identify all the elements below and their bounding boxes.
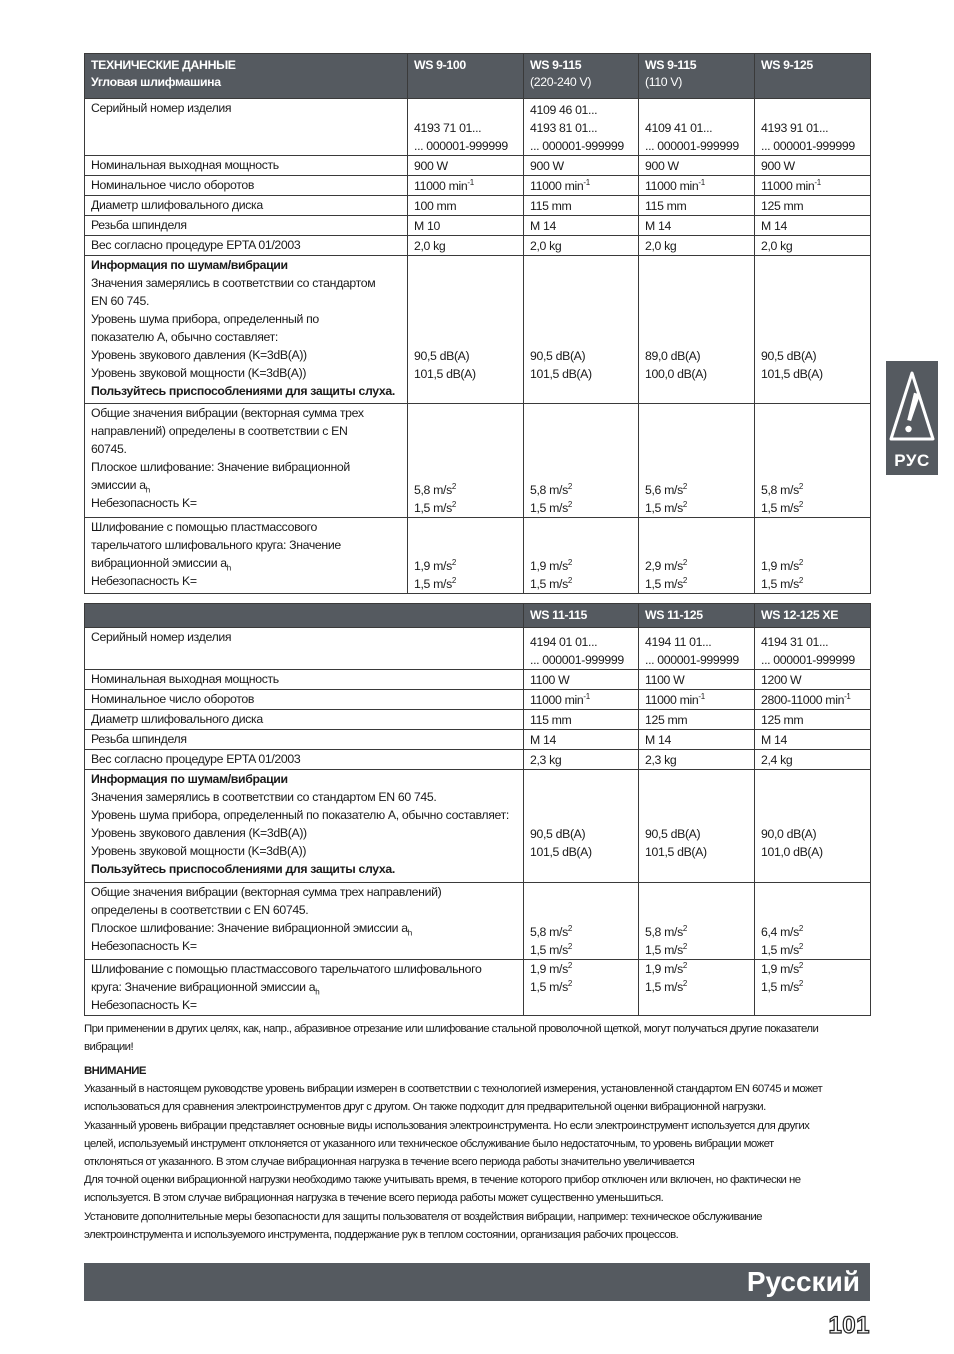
table-cell: 2,0 kg	[408, 236, 524, 256]
language-code: РУС	[894, 451, 930, 470]
table-row	[85, 710, 871, 730]
table-cell: 11000 $\min^{-1}$	[639, 690, 755, 710]
table-cell: 115 mm	[524, 710, 639, 730]
warning-line: Указанный уровень вибрации представляет основные виды использования электроинструмента. Но если электроинструмент используется для других	[84, 1119, 810, 1132]
table-row-vibration	[85, 883, 871, 960]
table-row-vibration-disc	[85, 518, 871, 594]
model-header: WS 9-125	[755, 54, 871, 99]
footer-language-bar	[84, 1263, 870, 1301]
language-side-tab	[886, 361, 938, 475]
row-label: Номинальное число оборотов	[85, 690, 524, 710]
other-use-note: При применении в других целях, как, напр., абразивное отрезание или шлифование стальной проволочной щеткой, могут получаться другие показатели вибрации!	[84, 1023, 819, 1054]
table-cell: 1,9 $m/s^2$ 1,5 $m/s^2$	[524, 960, 639, 1016]
vibration-label: Общие значения вибрации (векторная сумма трех направлений) определены в соответствии с EN 60745. Плоское шлифование: Значение вибрационной эмиссии $a_h$ Небезопасность K=	[85, 883, 524, 960]
table-cell: 6,4 $m/s^2$ 1,5 $m/s^2$	[755, 883, 871, 960]
table-cell: 125 mm	[755, 710, 871, 730]
table-cell: 90,5 dB(A) 101,5 dB(A)	[639, 770, 755, 883]
table-cell: 4193 71 01... ... 000001-999999	[408, 99, 524, 156]
tech-data-table-2	[84, 603, 871, 1016]
model-header: WS 9-100	[408, 54, 524, 99]
table-cell: 5,8 $m/s^2$ 1,5 $m/s^2$	[524, 883, 639, 960]
table-cell: M 14	[639, 216, 755, 236]
table-cell: 5,8 $m/s^2$ 1,5 $m/s^2$	[639, 883, 755, 960]
table-row	[85, 196, 871, 216]
footer-language-title: Русский	[746, 1266, 860, 1297]
table-row	[85, 176, 871, 196]
vibration-disc-label: Шлифование с помощью пластмассового тарельчатого шлифовального круга: Значение вибрационной эмиссии $a_h$ Небезопасность K=	[85, 960, 524, 1016]
noise-info-label: Информация по шумам/вибрации Значения замерялись в соответствии со стандартом EN 60 745. Уровень шума прибора, определенный по показателю A, обычно составляет: Уровень звукового давления (K=3dB(A)) Уровень звуковой мощности (K=3dB(A)) Пользуйтесь приспособлениями для защиты слуха.	[85, 770, 524, 883]
table-row	[85, 216, 871, 236]
table-cell: 2,9 $m/s^2$ 1,5 $m/s^2$	[639, 518, 755, 594]
table-header-row	[85, 54, 871, 99]
table-cell: 90,5 dB(A) 101,5 dB(A)	[755, 256, 871, 404]
table-row	[85, 99, 871, 156]
table-cell: 2,0 kg	[639, 236, 755, 256]
table-cell: 1,9 $m/s^2$ 1,5 $m/s^2$	[755, 518, 871, 594]
tech-data-table-1	[84, 53, 871, 594]
row-label: Номинальное число оборотов	[85, 176, 408, 196]
row-label: Резьба шпинделя	[85, 730, 524, 750]
row-label: Диаметр шлифовального диска	[85, 196, 408, 216]
row-label: Резьба шпинделя	[85, 216, 408, 236]
table-cell: 125 mm	[639, 710, 755, 730]
table-cell: 2800-11000 $\min^{-1}$	[755, 690, 871, 710]
table-cell: 5,8 $m/s^2$ 1,5 $m/s^2$	[524, 404, 639, 518]
table-title	[85, 604, 524, 628]
table-cell: 89,0 dB(A) 100,0 dB(A)	[639, 256, 755, 404]
warning-line: целей, используемый инструмент отклоняется от указанного или техническое обслуживание было недостаточным, то уровень вибрации может	[84, 1137, 774, 1150]
table-cell: M 10	[408, 216, 524, 236]
row-label: Вес согласно процедуре EPTA 01/2003	[85, 750, 524, 770]
table-cell: 90,5 dB(A) 101,5 dB(A)	[524, 770, 639, 883]
warning-line: электроинструмента и используемого инструмента, поддержание рук в теплом состоянии, организация рабочих процессов.	[84, 1228, 679, 1241]
table-cell: M 14	[755, 730, 871, 750]
table-cell: 11000 $\min^{-1}$	[639, 176, 755, 196]
table-cell: 900 W	[755, 156, 871, 176]
table-cell: 900 W	[524, 156, 639, 176]
row-label: Номинальная выходная мощность	[85, 156, 408, 176]
warning-heading: ВНИМАНИЕ	[84, 1065, 146, 1077]
table-cell: 1200 W	[755, 670, 871, 690]
table-row	[85, 730, 871, 750]
table-cell: 4109 46 01... 4193 81 01... ... 000001-999999	[524, 99, 639, 156]
table-cell: 1100 W	[524, 670, 639, 690]
row-label: Серийный номер изделия	[85, 99, 408, 156]
table-cell: 11000 $\min^{-1}$	[755, 176, 871, 196]
table-row-vibration-disc	[85, 960, 871, 1016]
model-header: WS 12-125 XE	[755, 604, 871, 628]
table-cell: 2,3 kg	[524, 750, 639, 770]
table-cell: 115 mm	[524, 196, 639, 216]
table-row	[85, 750, 871, 770]
table-row-noise	[85, 256, 871, 404]
table-cell: 5,6 $m/s^2$ 1,5 $m/s^2$	[639, 404, 755, 518]
warning-line: используется. В этом случае вибрационная нагрузка в течение всего периода работы может существенно уменьшиться.	[84, 1192, 664, 1205]
table-row	[85, 670, 871, 690]
table-cell: 5,8 $m/s^2$ 1,5 $m/s^2$	[755, 404, 871, 518]
vibration-disc-label: Шлифование с помощью пластмассового тарельчатого шлифовального круга: Значение вибрационной эмиссии $a_h$ Небезопасность K=	[85, 518, 408, 594]
table-cell: 4193 91 01... ... 000001-999999	[755, 99, 871, 156]
vibration-label: Общие значения вибрации (векторная сумма трех направлений) определены в соответствии с EN 60745. Плоское шлифование: Значение вибрационной эмиссии $a_h$ Небезопасность K=	[85, 404, 408, 518]
warning-line: использоваться для сравнения электроинструментов друг с другом. Он также подходит для предварительной оценки вибрационной нагрузки.	[84, 1101, 766, 1114]
table-cell: 1,9 $m/s^2$ 1,5 $m/s^2$	[408, 518, 524, 594]
table-cell: 90,5 dB(A) 101,5 dB(A)	[524, 256, 639, 404]
table-cell: 90,5 dB(A) 101,5 dB(A)	[408, 256, 524, 404]
table-cell: 11000 $\min^{-1}$	[408, 176, 524, 196]
row-label: Серийный номер изделия	[85, 628, 524, 670]
table-cell: 1100 W	[639, 670, 755, 690]
table-cell: 4194 11 01... ... 000001-999999	[639, 628, 755, 670]
table-cell: 1,9 $m/s^2$ 1,5 $m/s^2$	[524, 518, 639, 594]
table-row	[85, 628, 871, 670]
table-cell: 2,0 kg	[524, 236, 639, 256]
page-number: 101	[828, 1312, 870, 1339]
table-row	[85, 156, 871, 176]
warning-section	[84, 1062, 874, 1244]
table-cell: 4194 31 01... ... 000001-999999	[755, 628, 871, 670]
noise-info-label: Информация по шумам/вибрации Значения замерялись в соответствии со стандартом EN 60 745. Уровень шума прибора, определенный по показателю A, обычно составляет: Уровень звукового давления (K=3dB(A)) Уровень звуковой мощности (K=3dB(A)) Пользуйтесь приспособлениями для защиты слуха.	[85, 256, 408, 404]
table-cell: 125 mm	[755, 196, 871, 216]
table-cell: 900 W	[639, 156, 755, 176]
table-cell: 2,4 kg	[755, 750, 871, 770]
warning-line: Указанный в настоящем руководстве уровень вибрации измерен в соответствии с технологией измерения, установленной стандартом EN 60745 и может	[84, 1083, 823, 1096]
table-cell: 90,0 dB(A) 101,0 dB(A)	[755, 770, 871, 883]
table-title: ТЕХНИЧЕСКИЕ ДАННЫЕ Угловая шлифмашина	[85, 54, 408, 99]
table-row	[85, 236, 871, 256]
model-header: WS 11-115	[524, 604, 639, 628]
model-header: WS 9-115 (220-240 V)	[524, 54, 639, 99]
table-cell: 100 mm	[408, 196, 524, 216]
table-cell: 2,3 kg	[639, 750, 755, 770]
table-cell: 4194 01 01... ... 000001-999999	[524, 628, 639, 670]
table-cell: M 14	[639, 730, 755, 750]
table-row	[85, 690, 871, 710]
warning-line: отклоняться от указанного. В этом случае вибрационная нагрузка в течение всего периода работы значительно увеличивается	[84, 1156, 695, 1169]
table-cell: 1,9 $m/s^2$ 1,5 $m/s^2$	[755, 960, 871, 1016]
table-cell: 2,0 kg	[755, 236, 871, 256]
table-row-vibration	[85, 404, 871, 518]
row-label: Диаметр шлифовального диска	[85, 710, 524, 730]
table-header-row	[85, 604, 871, 628]
table-cell: 900 W	[408, 156, 524, 176]
warning-icon	[889, 367, 935, 443]
table-cell: M 14	[524, 216, 639, 236]
table-cell: M 14	[755, 216, 871, 236]
table-cell: 115 mm	[639, 196, 755, 216]
table-cell: M 14	[524, 730, 639, 750]
row-label: Номинальная выходная мощность	[85, 670, 524, 690]
model-header: WS 9-115 (110 V)	[639, 54, 755, 99]
table-row-noise	[85, 770, 871, 883]
warning-line: Установите дополнительные меры безопасности для защиты пользователя от воздействия вибрации, например: техническое обслуживание	[84, 1210, 762, 1223]
table-cell: 11000 $\min^{-1}$	[524, 690, 639, 710]
model-header: WS 11-125	[639, 604, 755, 628]
table-cell: 1,9 $m/s^2$ 1,5 $m/s^2$	[639, 960, 755, 1016]
row-label: Вес согласно процедуре EPTA 01/2003	[85, 236, 408, 256]
table-cell: 4109 41 01... ... 000001-999999	[639, 99, 755, 156]
table-cell: 11000 $\min^{-1}$	[524, 176, 639, 196]
warning-line: Для точной оценки вибрационной нагрузки необходимо также учитывать время, в течение которого прибор отключен или включен, но фактически не	[84, 1174, 801, 1187]
table-cell: 5,8 $m/s^2$ 1,5 $m/s^2$	[408, 404, 524, 518]
